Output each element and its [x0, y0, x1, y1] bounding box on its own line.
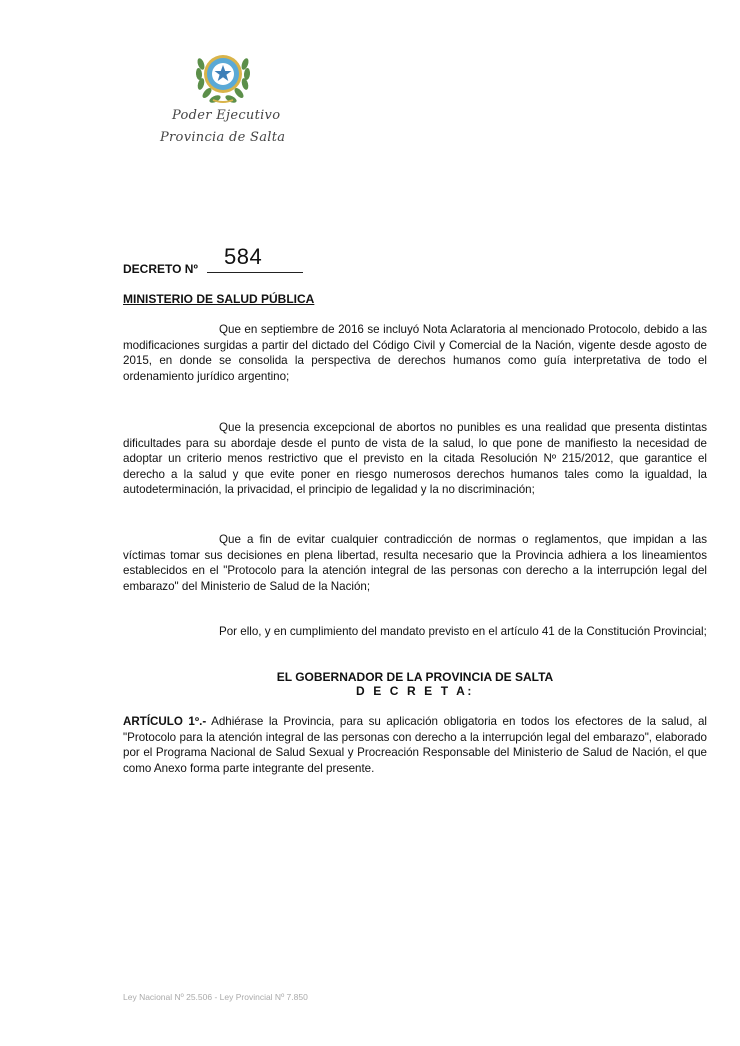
decreta-heading: D E C R E T A: [356, 684, 474, 698]
ministry-heading: MINISTERIO DE SALUD PÚBLICA [123, 292, 315, 306]
provincial-seal-icon [193, 44, 253, 106]
decree-number-underline [207, 272, 303, 273]
decree-number: 584 [224, 244, 263, 269]
decree-label: DECRETO Nº [123, 262, 198, 276]
article-1-text: Adhiérase la Provincia, para su aplicación obligatoria en todos los efectores de la salud, al "Protocolo para la atención integral de las personas con derecho a la interrupción legal del embarazo", elaborado por el Programa Nacional de Salud Sexual y Procreación Responsable del Ministerio de Salud de Nación, el que como Anexo forma parte integrante del presente. [123, 715, 707, 775]
letterhead-line-2: Provincia de Salta [160, 130, 286, 145]
recital-paragraph-2: Que la presencia excepcional de abortos no punibles es una realidad que presenta distintas dificultades para su abordaje desde el punto de vista de la salud, lo que pone de manifiesto la necesidad de adoptar un criterio menos restrictivo que el previsto en la citada Resolución Nº 215/2012, que garantice el derecho a la salud y que evite poner en riesgo numerosos derechos humanos tales como la igualdad, la autodeterminación, la privacidad, el principio de legalidad y la no discriminación; [123, 421, 707, 497]
recital-paragraph-4: Por ello, y en cumplimiento del mandato previsto en el artículo 41 de la Constitución Provincial; [219, 625, 707, 638]
recital-paragraph-1: Que en septiembre de 2016 se incluyó Nota Aclaratoria al mencionado Protocolo, debido a las modificaciones surgidas a partir del dictado del Código Civil y Comercial de la Nación, vigente desde agosto de 2015, en donde se consolida la perspectiva de derechos humanos como guía interpretativa de todo el ordenamiento jurídico argentino; [123, 323, 707, 383]
recital-paragraph-3: Que a fin de evitar cualquier contradicción de normas o reglamentos, que impidan a las víctimas tomar sus decisiones en plena libertad, resulta necesario que la Provincia adhiera a los lineamientos establecidos en el "Protocolo para la atención integral de las personas con derecho a la interrupción legal del embarazo" del Ministerio de Salud de la Nación; [123, 533, 707, 593]
footer-legal-note: Ley Nacional Nº 25.506 - Ley Provincial Nº 7.850 [123, 992, 308, 1002]
letterhead-line-1: Poder Ejecutivo [172, 108, 281, 123]
article-1-label: ARTÍCULO 1º.- [123, 715, 207, 728]
article-1 [123, 714, 707, 776]
governor-heading: EL GOBERNADOR DE LA PROVINCIA DE SALTA [276, 670, 554, 684]
